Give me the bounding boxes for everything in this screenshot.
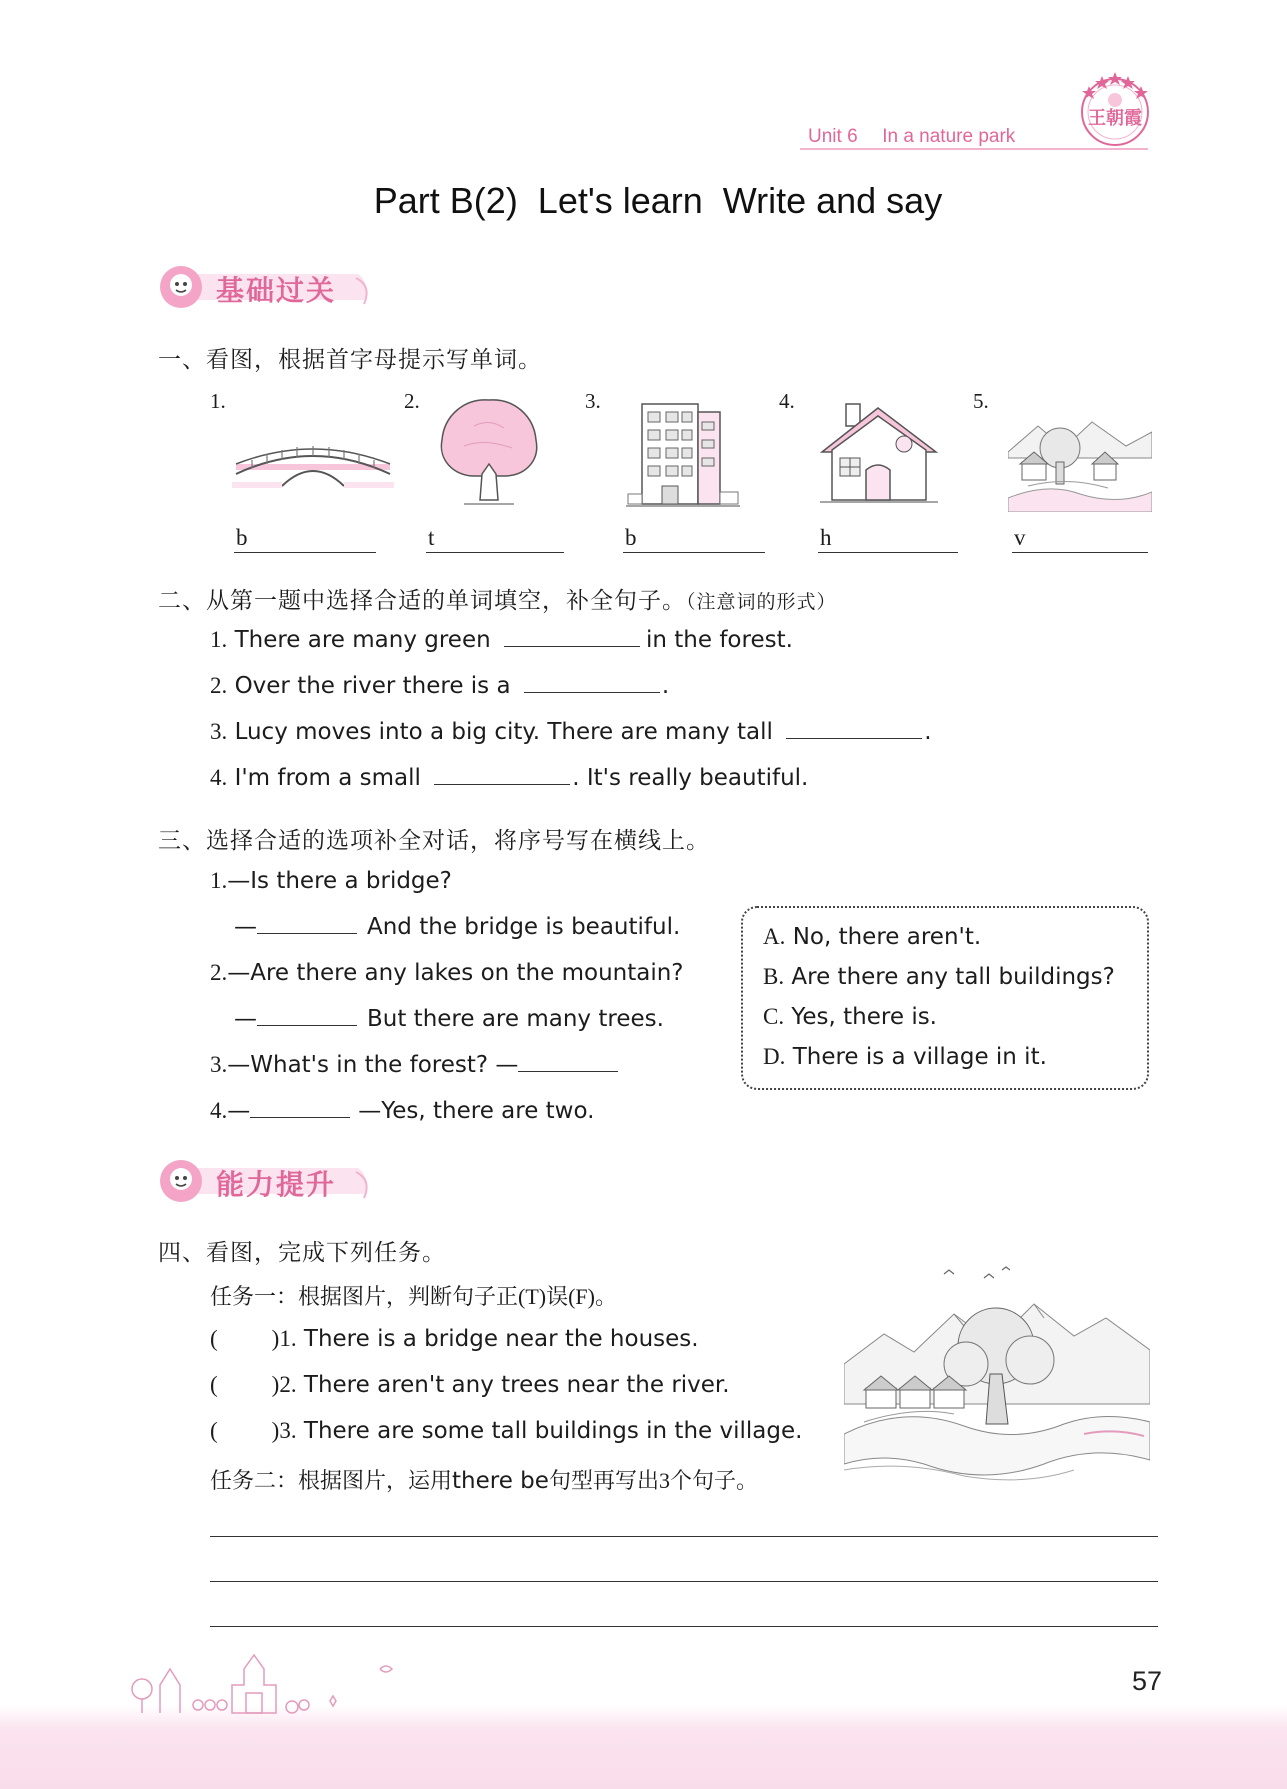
judgment-paren[interactable]: ( — [210, 1418, 218, 1443]
option-text: Yes, there is. — [791, 1004, 937, 1030]
sentence-number: 4. — [210, 765, 228, 790]
option-text: Are there any tall buildings? — [791, 964, 1115, 990]
sentence-before: Lucy moves into a big city. There are many tall — [234, 719, 773, 745]
badge-advanced-label: 能力提升 — [216, 1168, 337, 1201]
fill-sentence-4 — [210, 765, 808, 791]
sentence-before: Over the river there is a — [234, 673, 511, 699]
item-number: 4. — [779, 389, 795, 413]
sentence-after: in the forest. — [646, 627, 793, 653]
option-a — [763, 924, 981, 950]
sentence-number: 1. — [210, 627, 228, 652]
nature-scene-icon — [844, 1264, 1150, 1486]
writing-line-1[interactable] — [210, 1536, 1158, 1537]
judgment-number: )1. — [271, 1326, 297, 1351]
page-number: 57 — [1132, 1666, 1163, 1696]
dialogue-text: But there are many trees. — [367, 1006, 664, 1032]
judgment-paren[interactable]: ( — [210, 1372, 218, 1397]
answer-blank[interactable] — [524, 692, 660, 693]
sentence-number: 2. — [210, 673, 228, 698]
sentence-before: I'm from a small — [234, 765, 421, 791]
logo-text: 王朝霞 — [1088, 108, 1142, 129]
sentence-after: . — [661, 673, 670, 699]
option-b — [763, 964, 1115, 990]
judgment-paren[interactable]: ( — [210, 1326, 218, 1351]
item-number: 2. — [404, 389, 420, 413]
option-text: There is a village in it. — [792, 1044, 1047, 1070]
page-title: Part B(2) Let's learn Write and say — [373, 180, 943, 221]
house-icon — [816, 400, 942, 506]
tree-icon — [434, 396, 544, 508]
judgment-3 — [210, 1418, 802, 1444]
dialogue-text: —Are there any lakes on the mountain? — [227, 960, 684, 986]
village-icon — [1008, 402, 1152, 512]
dialogue-2-line2 — [234, 1006, 664, 1032]
task2-instruction — [210, 1464, 758, 1495]
logo-seal — [1075, 66, 1155, 152]
judgment-2 — [210, 1372, 730, 1398]
section2-heading — [158, 582, 837, 615]
dialogue-number: 1. — [210, 868, 228, 893]
badge-basic-label: 基础过关 — [216, 274, 337, 307]
judgment-text: There is a bridge near the houses. — [303, 1326, 699, 1352]
answer-blank[interactable] — [257, 933, 357, 934]
item-letter: b — [625, 525, 637, 550]
answer-blank[interactable] — [504, 646, 640, 647]
answer-blank[interactable] — [518, 1071, 618, 1072]
answer-line[interactable] — [234, 552, 376, 553]
option-letter: A. — [763, 924, 786, 949]
answer-line[interactable] — [818, 552, 958, 553]
bridge-icon — [232, 438, 394, 490]
section2-note: （注意词的形式） — [686, 592, 837, 613]
item-number: 5. — [973, 389, 989, 413]
option-letter: D. — [763, 1044, 786, 1069]
writing-line-3[interactable] — [210, 1626, 1158, 1627]
footer-band — [0, 1705, 1287, 1789]
dialogue-text: And the bridge is beautiful. — [367, 914, 681, 940]
judgment-1 — [210, 1326, 699, 1352]
castle-decoration-icon — [120, 1645, 420, 1717]
task2-text-b: there be — [452, 1468, 549, 1494]
header-unit — [808, 126, 1015, 148]
judgment-text: There are some tall buildings in the village. — [303, 1418, 803, 1444]
item-number: 3. — [585, 389, 601, 413]
task2-text-c: 句型再写出3个句子。 — [548, 1468, 758, 1493]
section2-heading-text: 二、从第一题中选择合适的单词填空，补全句子。 — [158, 588, 686, 614]
option-letter: C. — [763, 1004, 785, 1029]
options-box — [741, 906, 1149, 1090]
fill-sentence-3 — [210, 719, 932, 745]
option-c — [763, 1004, 937, 1030]
dialogue-text: —Yes, there are two. — [358, 1098, 595, 1124]
section1-heading: 一、看图，根据首字母提示写单词。 — [158, 347, 542, 373]
answer-blank[interactable] — [250, 1117, 350, 1118]
badge-basic — [158, 264, 378, 310]
answer-line[interactable] — [1012, 552, 1148, 553]
option-text: No, there aren't. — [792, 924, 982, 950]
option-letter: B. — [763, 964, 785, 989]
dialogue-4 — [210, 1098, 594, 1124]
dialogue-1-line2 — [234, 914, 680, 940]
sentence-before: There are many green — [234, 627, 491, 653]
sentence-number: 3. — [210, 719, 228, 744]
dialogue-1-line1 — [210, 868, 452, 894]
dialogue-2-line1 — [210, 960, 684, 986]
section3-heading: 三、选择合适的选项补全对话，将序号写在横线上。 — [158, 828, 710, 854]
item-letter: t — [428, 525, 435, 550]
option-d — [763, 1044, 1047, 1070]
judgment-text: There aren't any trees near the river. — [303, 1372, 730, 1398]
dialogue-number: 3. — [210, 1052, 228, 1077]
answer-line[interactable] — [426, 552, 564, 553]
fill-sentence-1 — [210, 627, 793, 653]
dialogue-dash: — — [234, 1006, 257, 1032]
unit-label: Unit 6 — [808, 126, 858, 147]
judgment-number: )3. — [271, 1418, 297, 1443]
item-letter: h — [820, 525, 832, 550]
answer-line[interactable] — [623, 552, 765, 553]
sentence-after: . — [924, 719, 932, 745]
item-letter: b — [236, 525, 248, 550]
building-icon — [626, 398, 740, 512]
task2-text-a: 任务二：根据图片，运用 — [210, 1468, 453, 1493]
item-letter: v — [1014, 525, 1026, 550]
task1-instruction: 任务一：根据图片，判断句子正(T)误(F)。 — [210, 1284, 617, 1309]
item-number: 1. — [210, 389, 226, 413]
dialogue-number: 2. — [210, 960, 228, 985]
dialogue-text: —What's in the forest? — — [227, 1052, 519, 1078]
dialogue-3 — [210, 1052, 618, 1078]
judgment-number: )2. — [271, 1372, 297, 1397]
dialogue-dash: — — [227, 1098, 251, 1124]
dialogue-number: 4. — [210, 1098, 228, 1123]
sentence-after: . It's really beautiful. — [572, 765, 809, 791]
answer-blank[interactable] — [786, 738, 922, 739]
answer-blank[interactable] — [257, 1025, 357, 1026]
unit-topic: In a nature park — [882, 126, 1016, 147]
badge-advanced — [158, 1158, 378, 1204]
writing-line-2[interactable] — [210, 1581, 1158, 1582]
fill-sentence-2 — [210, 673, 669, 699]
dialogue-text: —Is there a bridge? — [227, 868, 452, 894]
section4-heading: 四、看图，完成下列任务。 — [158, 1240, 446, 1266]
dialogue-dash: — — [234, 914, 257, 940]
answer-blank[interactable] — [434, 784, 570, 785]
